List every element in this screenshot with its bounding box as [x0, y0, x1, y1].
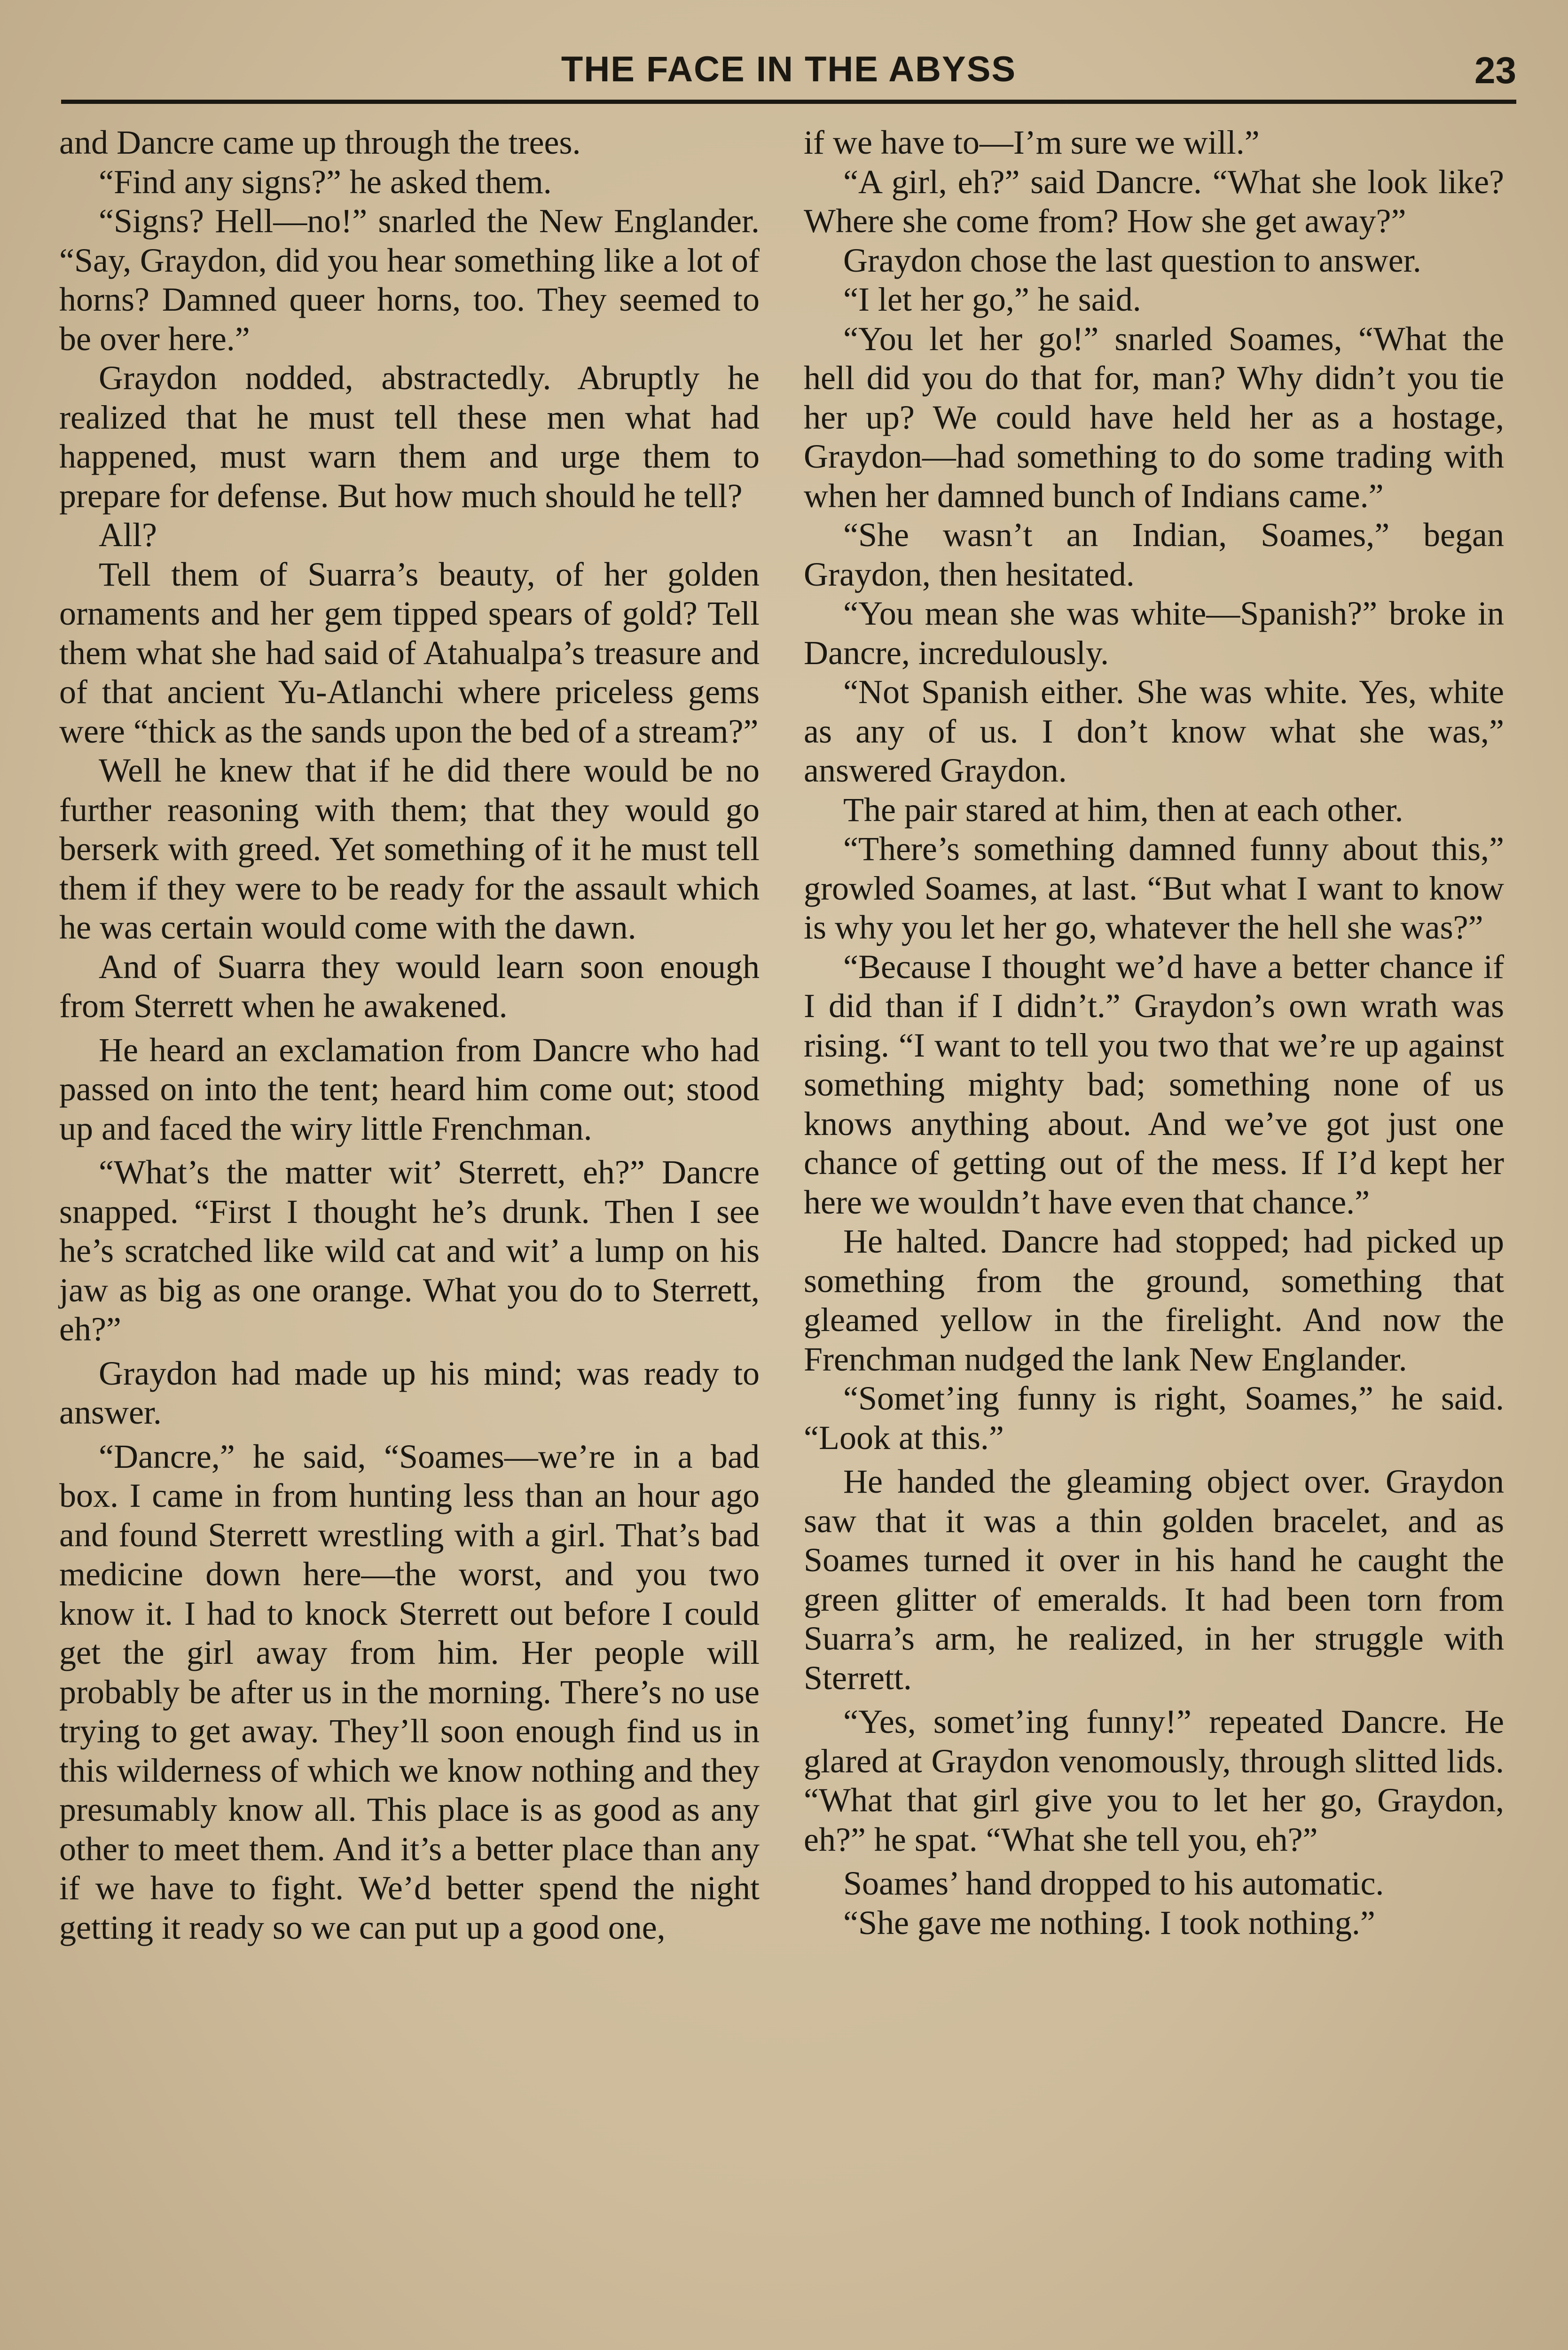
paragraph: and Dancre came up through the trees. — [59, 124, 581, 161]
left-column — [59, 123, 760, 1947]
paragraph: “Find any signs?” he asked them. — [99, 163, 552, 201]
paragraph: Graydon chose the last question to answer. — [843, 241, 1421, 279]
paragraph: Soames’ hand dropped to his automatic. — [843, 1864, 1384, 1902]
paragraph: And of Suarra they would learn soon enough from Sterrett when he awakened. — [59, 948, 760, 1025]
paragraph: The pair stared at him, then at each other. — [843, 791, 1403, 829]
paragraph: “Signs? Hell—no!” snarled the New Englander. “Say, Graydon, did you hear something like a lot of horns? Damned queer horns, too. They seemed to be over here.” — [59, 202, 760, 358]
paragraph: Graydon had made up his mind; was ready to answer. — [59, 1354, 760, 1431]
paragraph: “Dancre,” he said, “Soames—we’re in a bad box. I came in from hunting less than an hour ago and found Sterrett wrestling with a girl. That’s bad medicine down here—the worst, and you two know it. I had to knock Sterrett out before I could get the girl away from him. Her people will probably be after us in the morning. There’s no use trying to get away. They’ll soon enough find us in this wilderness of which we know nothing and they presumably know all. This place is as good as any other to meet them. And it’s a better place than any if we have to fight. We’d better spend the night getting it ready so we can put up a good one, — [59, 1437, 760, 1946]
paragraph: “She gave me nothing. I took nothing.” — [843, 1904, 1375, 1942]
paragraph: “Because I thought we’d have a better chance if I did than if I didn’t.” Graydon’s own wrath was rising. “I want to tell you two that we’re up against something mighty bad; something none of us knows anything about. And we’ve got just one chance of getting out of the mess. If I’d kept her here we wouldn’t have even that chance.” — [804, 948, 1504, 1221]
paragraph: if we have to—I’m sure we will.” — [804, 124, 1260, 161]
paragraph: “Yes, somet’ing funny!” repeated Dancre. He glared at Graydon venomously, through slitted lids. “What that girl give you to let her go, Graydon, eh?” he spat. “What she tell you, eh?” — [804, 1703, 1504, 1858]
paragraph: “There’s something damned funny about this,” growled Soames, at last. “But what I want to know is why you let her go, whatever the hell she was?” — [804, 830, 1504, 946]
paragraph: Well he knew that if he did there would be no further reasoning with them; that they would go berserk with greed. Yet something of it he must tell them if they were to be ready for the assault which he was certain would come with the dawn. — [59, 752, 760, 946]
right-column — [804, 123, 1504, 1943]
paragraph: “Not Spanish either. She was white. Yes, white as any of us. I don’t know what she was,” answered Graydon. — [804, 673, 1504, 789]
paragraph: “She wasn’t an Indian, Soames,” began Graydon, then hesitated. — [804, 516, 1504, 593]
paragraph: “You mean she was white—Spanish?” broke in Dancre, incredulously. — [804, 595, 1504, 672]
paragraph: “You let her go!” snarled Soames, “What the hell did you do that for, man? Why didn’t you tie her up? We could have held her as a hostage, Graydon—had something to do some trading with when her damned bunch of Indians came.” — [804, 320, 1504, 515]
story-title: THE FACE IN THE ABYSS — [561, 49, 1017, 89]
page-number: 23 — [1474, 49, 1516, 91]
paragraph: “I let her go,” he said. — [843, 281, 1141, 318]
running-head — [61, 38, 1516, 94]
paragraph: “A girl, eh?” said Dancre. “What she look like? Where she come from? How she get away?” — [804, 163, 1504, 240]
paragraph: All? — [99, 516, 157, 554]
paragraph: He halted. Dancre had stopped; had picked up something from the ground, something that gleamed yellow in the firelight. And now the Frenchman nudged the lank New Englander. — [804, 1222, 1504, 1378]
paragraph: He handed the gleaming object over. Graydon saw that it was a thin golden bracelet, and as Soames turned it over in his hand he caught the green glitter of emeralds. It had been torn from Suarra’s arm, he realized, in her struggle with Sterrett. — [804, 1463, 1504, 1697]
header-rule — [61, 100, 1516, 104]
paragraph: Graydon nodded, abstractedly. Abruptly he realized that he must tell these men what had happened, must warn them and urge them to prepare for defense. But how much should he tell? — [59, 359, 760, 515]
paragraph: He heard an exclamation from Dancre who had passed on into the tent; heard him come out; stood up and faced the wiry little Frenchman. — [59, 1031, 760, 1147]
paragraph: “What’s the matter wit’ Sterrett, eh?” Dancre snapped. “First I thought he’s drunk. Then I see he’s scratched like wild cat and wit’ a lump on his jaw as big as one orange. What you do to Sterrett, eh?” — [59, 1153, 760, 1348]
paragraph: “Somet’ing funny is right, Soames,” he said. “Look at this.” — [804, 1379, 1504, 1457]
paragraph: Tell them of Suarra’s beauty, of her golden ornaments and her gem tipped spears of gold? Tell them what she had said of Atahualpa’s treasure and of that ancient Yu-Atlanchi where priceless gems were “thick as the sands upon the bed of a stream?” — [59, 555, 760, 750]
